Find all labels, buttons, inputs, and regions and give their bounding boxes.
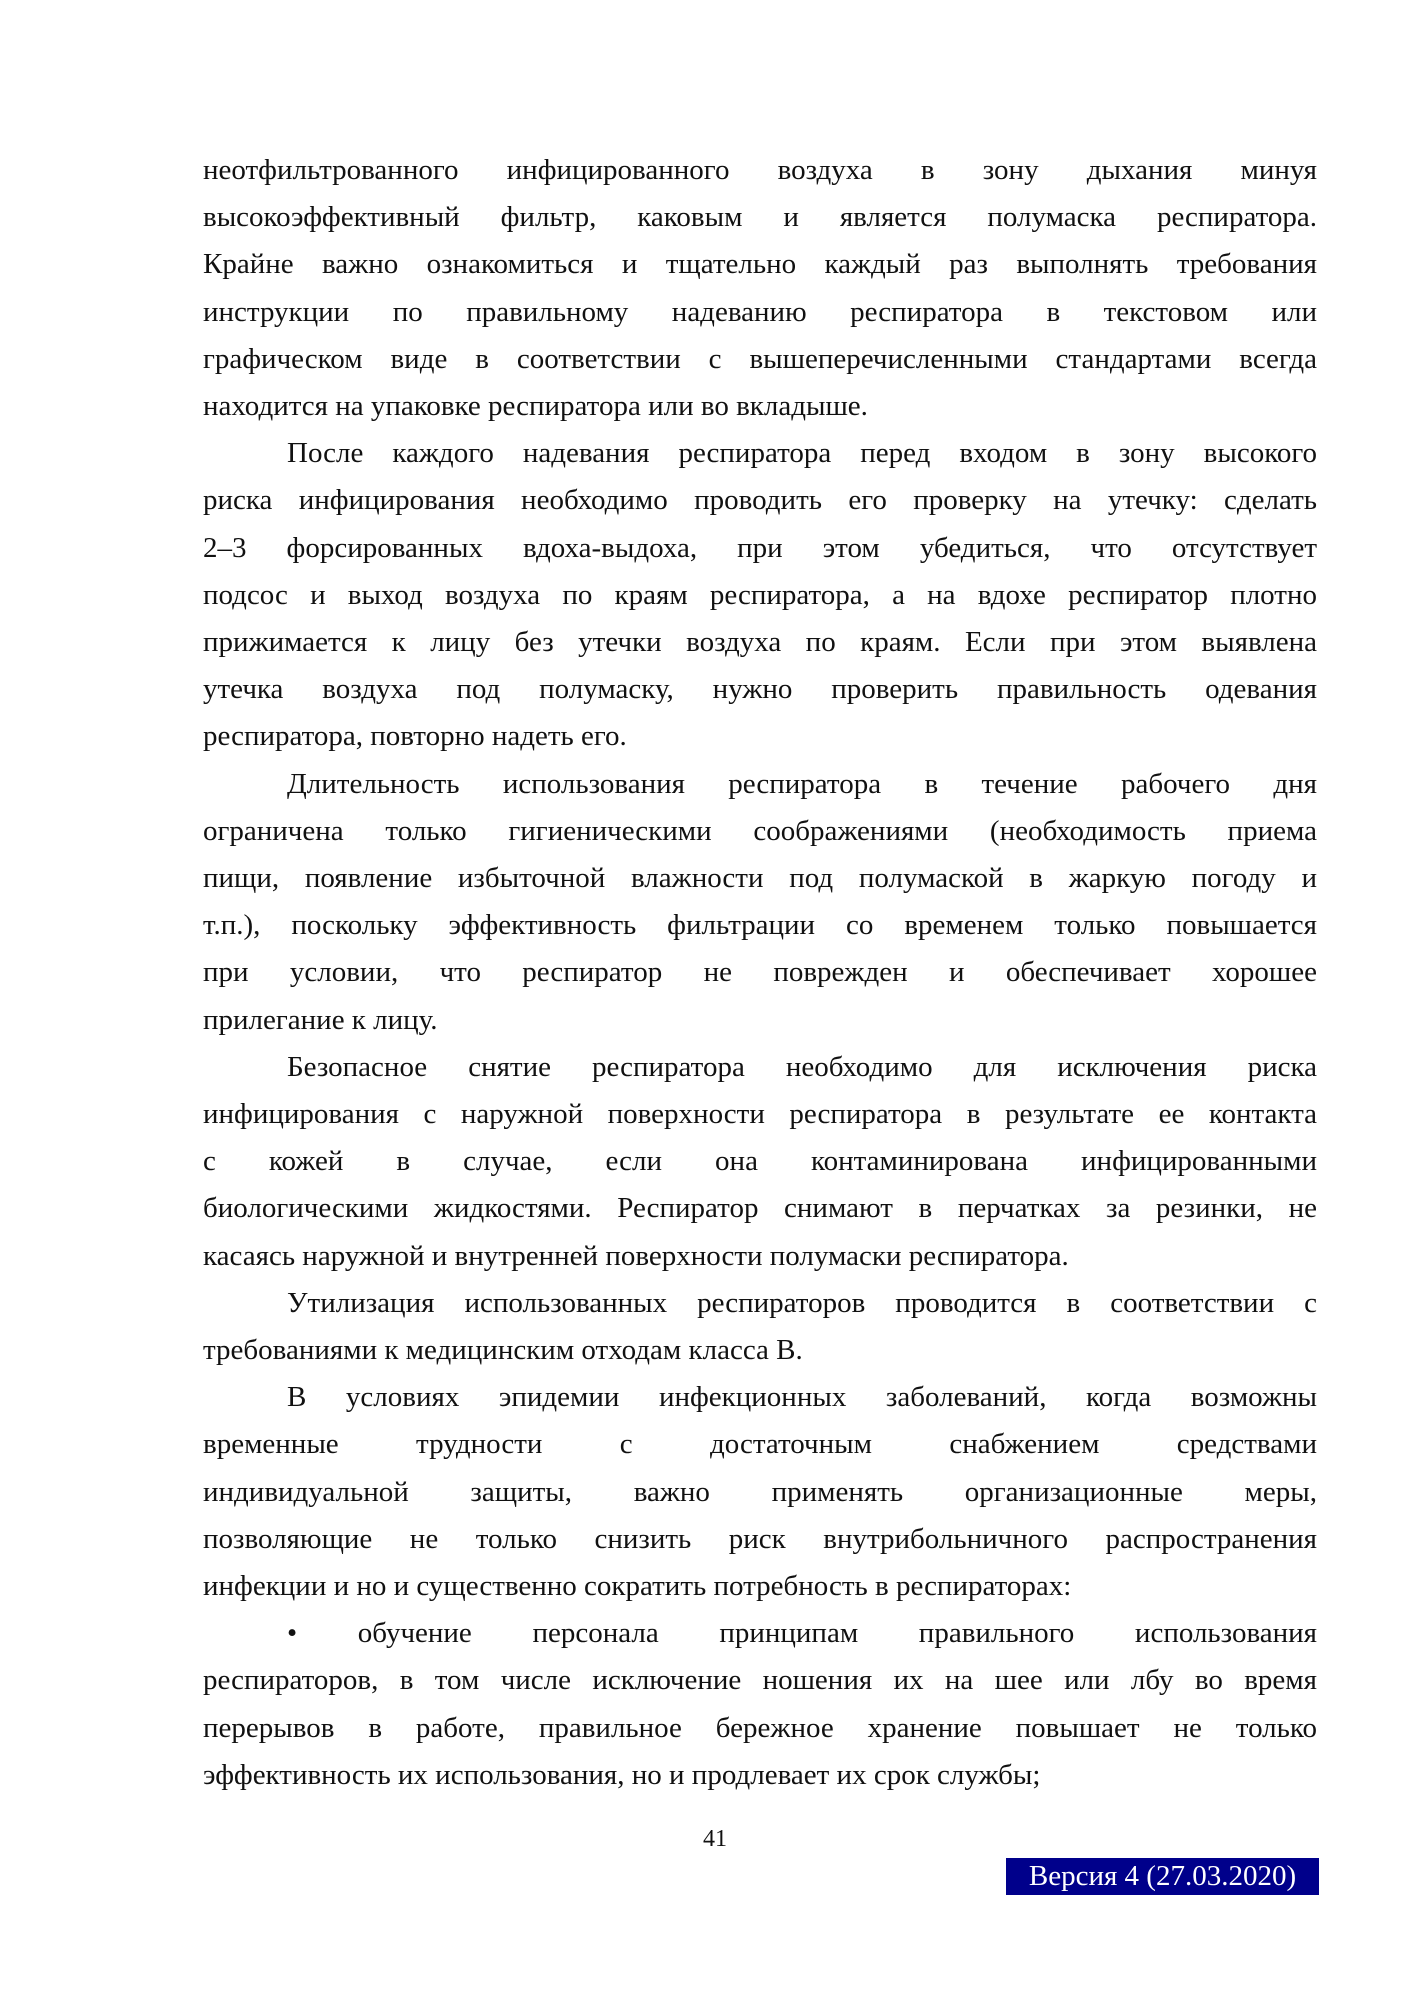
text-line: подсос и выход воздуха по краям респиратора, а на вдохе респиратор плотно — [203, 578, 1317, 611]
version-badge: Версия 4 (27.03.2020) — [1006, 1858, 1319, 1895]
text-line: инструкции по правильному надеванию респиратора в текстовом или — [203, 295, 1317, 328]
text-line: После каждого надевания респиратора перед входом в зону высокого — [287, 437, 1317, 470]
text-line: респиратора, повторно надеть его. — [203, 720, 627, 753]
text-line: В условиях эпидемии инфекционных заболеваний, когда возможны — [287, 1381, 1317, 1414]
text-line: временные трудности с достаточным снабжением средствами — [203, 1428, 1317, 1461]
text-line: 2–3 форсированных вдоха-выдоха, при этом убедиться, что отсутствует — [203, 531, 1317, 564]
text-line: пищи, появление избыточной влажности под полумаской в жаркую погоду и — [203, 862, 1317, 894]
text-line: с кожей в случае, если она контаминирована инфицированными — [203, 1145, 1317, 1178]
text-line: высокоэффективный фильтр, каковым и является полумаска респиратора. — [203, 201, 1317, 234]
text-line: биологическими жидкостями. Респиратор снимают в перчатках за резинки, не — [203, 1192, 1317, 1225]
text-line: индивидуальной защиты, важно применять организационные меры, — [203, 1475, 1317, 1508]
text-line: инфицирования с наружной поверхности респиратора в результате ее контакта — [203, 1098, 1317, 1130]
text-line: Длительность использования респиратора в течение рабочего дня — [287, 767, 1317, 800]
text-line: перерывов в работе, правильное бережное хранение повышает не только — [203, 1711, 1317, 1744]
text-line: риска инфицирования необходимо проводить его проверку на утечку: сделать — [203, 484, 1317, 517]
text-line: Утилизация использованных респираторов проводится в соответствии с — [287, 1286, 1317, 1319]
text-line: прилегание к лицу. — [203, 1003, 438, 1036]
text-line: касаясь наружной и внутренней поверхности полумаски респиратора. — [203, 1239, 1069, 1272]
text-line: Безопасное снятие респиратора необходимо для исключения риска — [287, 1050, 1317, 1083]
text-line: прижимается к лицу без утечки воздуха по краям. Если при этом выявлена — [203, 626, 1317, 658]
text-line: эффективность их использования, но и продлевает их срок службы; — [203, 1758, 1041, 1791]
text-line: ограничена только гигиеническими соображениями (необходимость приема — [203, 814, 1317, 847]
text-line: т.п.), поскольку эффективность фильтрации со временем только повышается — [203, 909, 1317, 942]
text-line: респираторов, в том числе исключение ношения их на шее или лбу во время — [203, 1664, 1317, 1697]
text-line: находится на упаковке респиратора или во вкладыше. — [203, 390, 868, 422]
text-line: требованиями к медицинским отходам класса В. — [203, 1334, 803, 1366]
text-line: • обучение персонала принципам правильного использования — [287, 1617, 1317, 1650]
text-line: графическом виде в соответствии с вышеперечисленными стандартами всегда — [203, 342, 1317, 375]
text-line: Крайне важно ознакомиться и тщательно каждый раз выполнять требования — [203, 248, 1317, 281]
text-line: инфекции и но и существенно сократить потребность в респираторах: — [203, 1570, 1072, 1602]
page-number: 41 — [703, 1826, 727, 1852]
text-line: утечка воздуха под полумаску, нужно проверить правильность одевания — [203, 673, 1317, 706]
text-line: при условии, что респиратор не поврежден и обеспечивает хорошее — [203, 956, 1317, 989]
text-line: позволяющие не только снизить риск внутрибольничного распространения — [203, 1522, 1317, 1555]
text-line: неотфильтрованного инфицированного воздуха в зону дыхания минуя — [203, 154, 1317, 186]
